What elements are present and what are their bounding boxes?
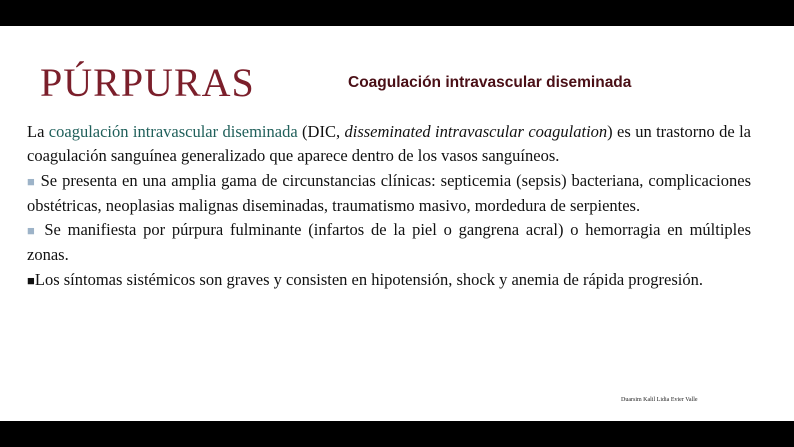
slide-title: PÚRPURAS [40,60,255,105]
bullet-item-1 [27,169,751,219]
square-bullet-icon: ■ [27,272,35,288]
bullet-item-3 [27,268,751,293]
bullet-text-3: Los síntomas sistémicos son graves y consisten en hipotensión, shock y anemia de rápida progresión. [34,269,703,289]
paragraph-intro [27,120,751,169]
slide-footer-credit: Duarsim Kalil Lidia Evier Valle [621,397,698,403]
slide-body [27,120,751,293]
slide [0,26,794,421]
bullet-text-2: Se manifiesta por púrpura fulminante (infartos de la piel o gangrena acral) o hemorragia en múltiples zonas. [27,220,751,265]
letterbox-bottom [0,421,794,447]
bullet-text-1: Se presenta en una amplia gama de circunstancias clínicas: septicemia (sepsis) bacteriana, complicaciones obstétricas, neoplasias malignas diseminadas, traumatismo masivo, mordedura de serpientes. [27,170,751,215]
square-bullet-icon: ■ [27,223,38,239]
intro-mid: (DIC, [297,122,345,141]
intro-prefix: La [27,122,49,141]
square-bullet-icon: ■ [27,173,36,189]
intro-italic-term: disseminated intravascular coagulation [344,122,608,141]
bullet-item-2 [27,218,751,268]
intro-highlight: coagulación intravascular diseminada [48,122,298,141]
intro-suffix: ) es un trastorno de la coagulación sanguínea generalizado que aparece dentro de los vasos sanguíneos. [27,122,751,166]
letterbox-top [0,0,794,26]
slide-subtitle: Coagulación intravascular diseminada [348,74,632,91]
